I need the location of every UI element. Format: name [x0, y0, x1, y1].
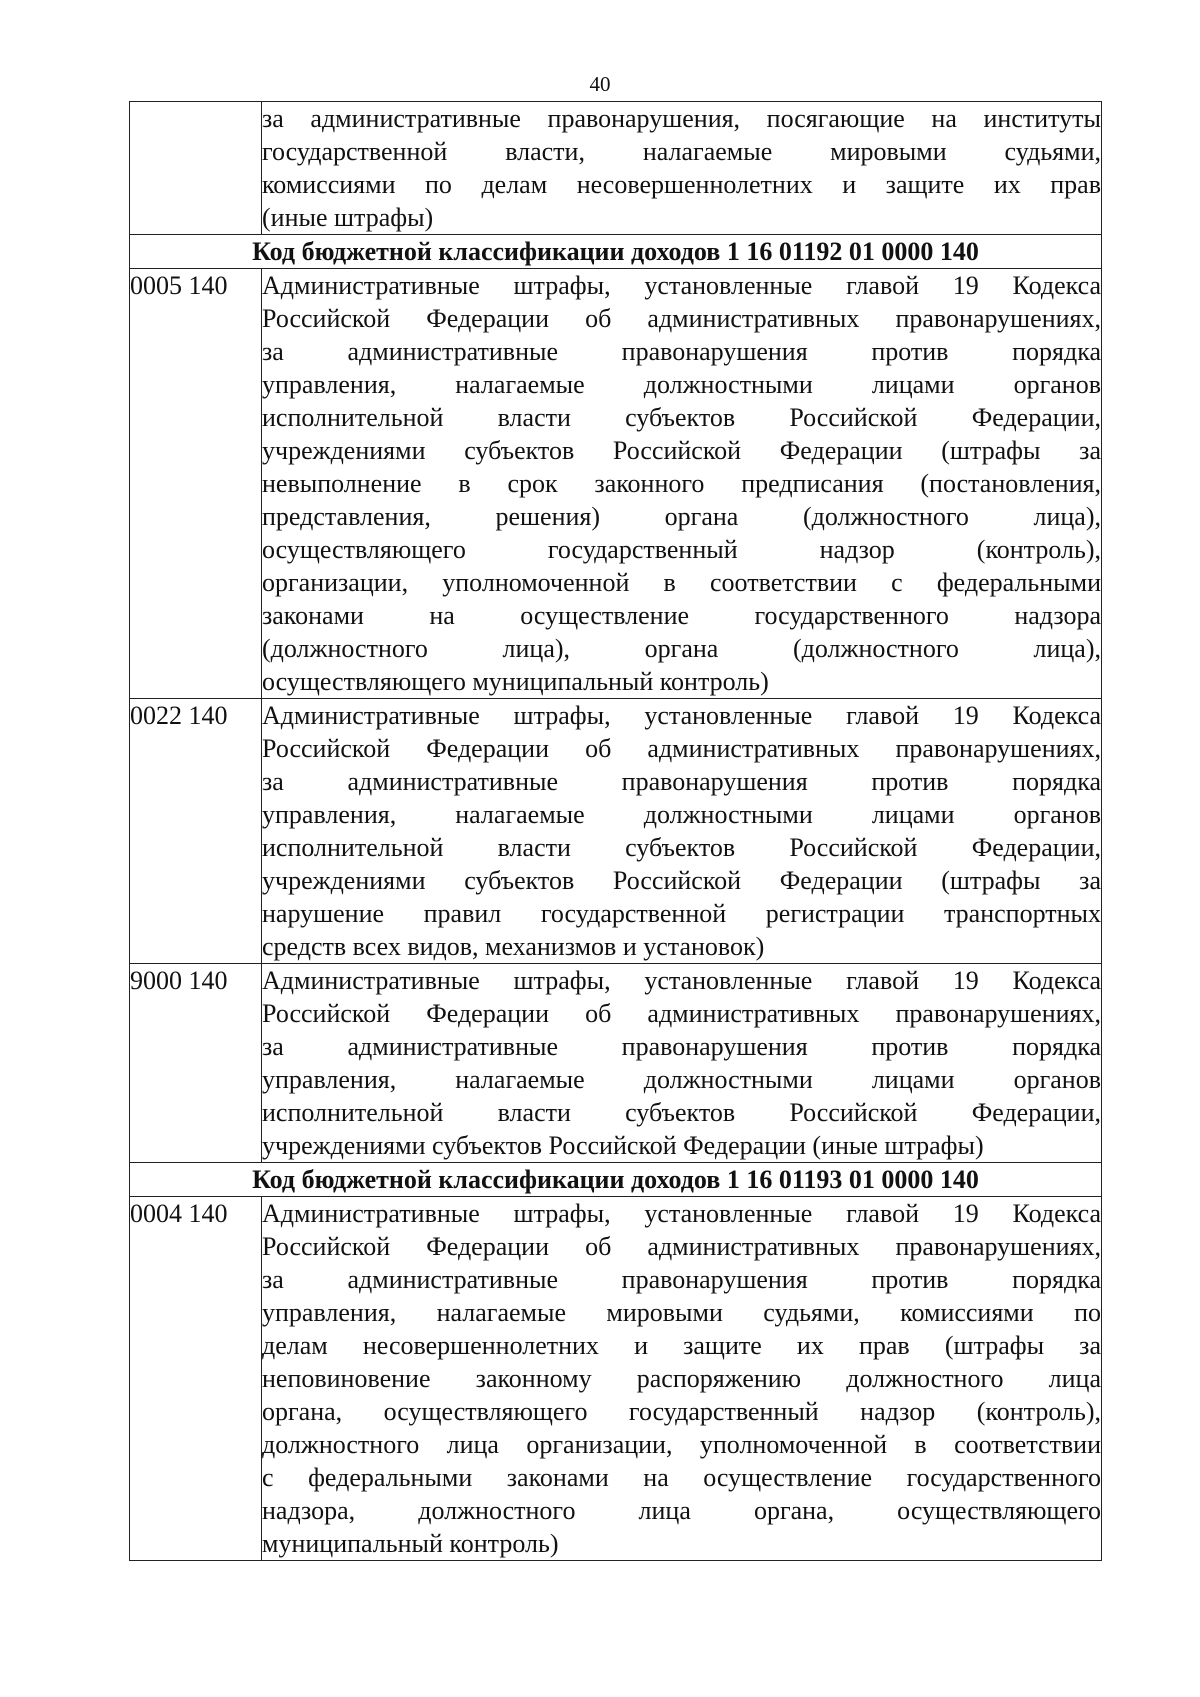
description-line: органа, осуществляющего государственный надзор (контроль), [262, 1397, 1101, 1426]
description-line: управления, налагаемые должностными лицами органов [262, 800, 1101, 829]
description-line: средств всех видов, механизмов и установок) [262, 932, 765, 961]
income-description [262, 269, 1102, 699]
income-code: 0005 140 [130, 269, 262, 699]
classification-header-row [130, 235, 1102, 269]
description-line: Административные штрафы, установленные главой 19 Кодекса [262, 701, 1101, 730]
description-line: Российской Федерации об административных правонарушениях, [262, 734, 1101, 763]
description-line: Российской Федерации об административных правонарушениях, [262, 304, 1101, 333]
income-description [262, 1197, 1102, 1561]
classification-header-row [130, 1163, 1102, 1197]
description-line: государственной власти, налагаемые мировыми судьями, [262, 137, 1101, 166]
description-line: исполнительной власти субъектов Российской Федерации, [262, 833, 1101, 862]
description-line: исполнительной власти субъектов Российской Федерации, [262, 403, 1101, 432]
table-row [130, 102, 1102, 235]
description-line: организации, уполномоченной в соответствии с федеральными [262, 568, 1101, 597]
description-line: за административные правонарушения против порядка [262, 767, 1101, 796]
description-line: Российской Федерации об административных правонарушениях, [262, 1232, 1101, 1261]
table-body [130, 102, 1102, 1561]
description-line: Административные штрафы, установленные главой 19 Кодекса [262, 966, 1101, 995]
description-line: управления, налагаемые должностными лицами органов [262, 1065, 1101, 1094]
description-line: учреждениями субъектов Российской Федерации (штрафы за [262, 436, 1101, 465]
income-code: 9000 140 [130, 964, 262, 1163]
table-row [130, 964, 1102, 1163]
table-row [130, 1197, 1102, 1561]
description-line: делам несовершеннолетних и защите их прав (штрафы за [262, 1331, 1101, 1360]
classification-header: Код бюджетной классификации доходов 1 16 01192 01 0000 140 [130, 235, 1102, 269]
description-line: за административные правонарушения против порядка [262, 1265, 1101, 1294]
description-line: учреждениями субъектов Российской Федерации (иные штрафы) [262, 1131, 984, 1160]
description-line: неповиновение законному распоряжению должностного лица [262, 1364, 1101, 1393]
description-line: комиссиями по делам несовершеннолетних и защите их прав [262, 170, 1101, 199]
description-line: осуществляющего государственный надзор (контроль), [262, 535, 1101, 564]
description-line: представления, решения) органа (должностного лица), [262, 502, 1101, 531]
description-line: (должностного лица), органа (должностного лица), [262, 634, 1101, 663]
description-line: с федеральными законами на осуществление государственного [262, 1463, 1101, 1492]
description-line: надзора, должностного лица органа, осуществляющего [262, 1496, 1101, 1525]
income-code: 0022 140 [130, 699, 262, 964]
description-line: (иные штрафы) [262, 203, 434, 232]
description-line: невыполнение в срок законного предписания (постановления, [262, 469, 1101, 498]
description-line: за административные правонарушения против порядка [262, 1032, 1101, 1061]
description-line: Российской Федерации об административных правонарушениях, [262, 999, 1101, 1028]
description-line: исполнительной власти субъектов Российской Федерации, [262, 1098, 1101, 1127]
description-line: муниципальный контроль) [262, 1529, 559, 1558]
income-description [262, 102, 1102, 235]
classification-header: Код бюджетной классификации доходов 1 16 01193 01 0000 140 [130, 1163, 1102, 1197]
description-line: за административные правонарушения, посягающие на институты [262, 104, 1101, 133]
description-line: за административные правонарушения против порядка [262, 337, 1101, 366]
description-line: учреждениями субъектов Российской Федерации (штрафы за [262, 866, 1101, 895]
income-description [262, 964, 1102, 1163]
table-row [130, 699, 1102, 964]
income-description [262, 699, 1102, 964]
income-code: 0004 140 [130, 1197, 262, 1561]
description-line: законами на осуществление государственного надзора [262, 601, 1101, 630]
income-code [130, 102, 262, 235]
description-line: управления, налагаемые должностными лицами органов [262, 370, 1101, 399]
description-line: Административные штрафы, установленные главой 19 Кодекса [262, 1199, 1101, 1228]
table-row [130, 269, 1102, 699]
description-line: осуществляющего муниципальный контроль) [262, 667, 769, 696]
description-line: должностного лица организации, уполномоченной в соответствии [262, 1430, 1101, 1459]
description-line: управления, налагаемые мировыми судьями, комиссиями по [262, 1298, 1101, 1327]
budget-classification-table [129, 101, 1102, 1561]
description-line: нарушение правил государственной регистрации транспортных [262, 899, 1101, 928]
description-line: Административные штрафы, установленные главой 19 Кодекса [262, 271, 1101, 300]
page-number: 40 [589, 72, 611, 96]
